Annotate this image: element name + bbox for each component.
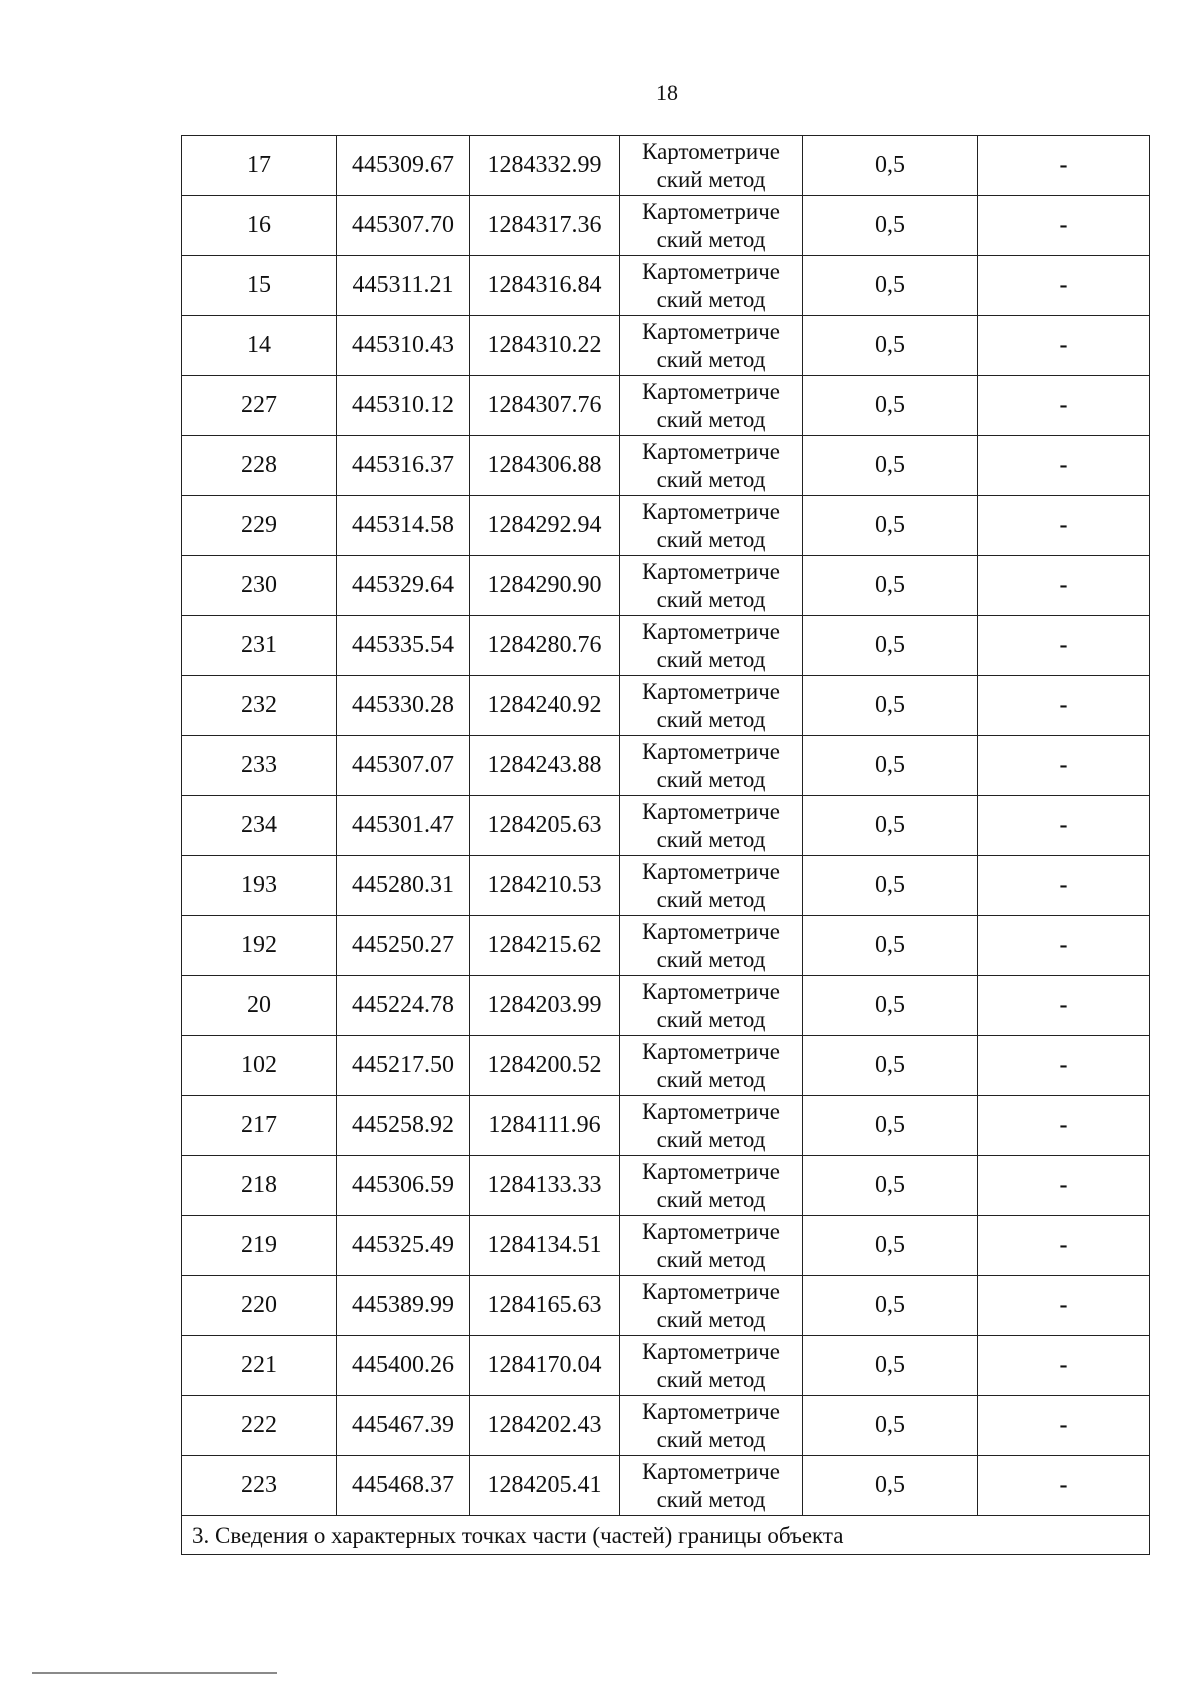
method-line-2: ский метод <box>656 946 766 972</box>
method-line-1: Картометриче <box>642 1458 780 1484</box>
extra-cell: - <box>978 736 1150 796</box>
x-coordinate-cell: 445314.58 <box>337 496 470 556</box>
method-line-2: ский метод <box>656 346 766 372</box>
x-coordinate-cell: 445335.54 <box>337 616 470 676</box>
point-number-cell: 192 <box>182 916 337 976</box>
method-line-1: Картометриче <box>642 1398 780 1424</box>
y-coordinate-cell: 1284332.99 <box>470 136 620 196</box>
accuracy-cell: 0,5 <box>803 256 978 316</box>
method-cell <box>620 196 803 256</box>
accuracy-cell: 0,5 <box>803 1156 978 1216</box>
method-line-2: ский метод <box>656 1006 766 1032</box>
method-cell <box>620 976 803 1036</box>
method-cell <box>620 1276 803 1336</box>
page-number: 18 <box>656 80 678 105</box>
method-cell <box>620 136 803 196</box>
extra-cell: - <box>978 976 1150 1036</box>
extra-cell: - <box>978 256 1150 316</box>
table-row <box>182 376 1150 436</box>
table-row <box>182 1216 1150 1276</box>
y-coordinate-cell: 1284210.53 <box>470 856 620 916</box>
method-line-1: Картометриче <box>642 1338 780 1364</box>
method-cell <box>620 1456 803 1516</box>
point-number-cell: 15 <box>182 256 337 316</box>
method-line-1: Картометриче <box>642 1278 780 1304</box>
point-number-cell: 17 <box>182 136 337 196</box>
accuracy-cell: 0,5 <box>803 316 978 376</box>
method-cell <box>620 256 803 316</box>
extra-cell: - <box>978 376 1150 436</box>
method-line-2: ский метод <box>656 826 766 852</box>
table-row <box>182 1336 1150 1396</box>
extra-cell: - <box>978 496 1150 556</box>
accuracy-cell: 0,5 <box>803 916 978 976</box>
point-number-cell: 230 <box>182 556 337 616</box>
method-line-1: Картометриче <box>642 558 780 584</box>
method-line-2: ский метод <box>656 1066 766 1092</box>
extra-cell: - <box>978 616 1150 676</box>
table-row <box>182 676 1150 736</box>
point-number-cell: 220 <box>182 1276 337 1336</box>
extra-cell: - <box>978 1336 1150 1396</box>
y-coordinate-cell: 1284240.92 <box>470 676 620 736</box>
y-coordinate-cell: 1284215.62 <box>470 916 620 976</box>
x-coordinate-cell: 445258.92 <box>337 1096 470 1156</box>
table-row <box>182 736 1150 796</box>
method-line-2: ский метод <box>656 286 766 312</box>
table-row <box>182 1156 1150 1216</box>
method-line-1: Картометриче <box>642 918 780 944</box>
method-cell <box>620 1156 803 1216</box>
extra-cell: - <box>978 556 1150 616</box>
y-coordinate-cell: 1284290.90 <box>470 556 620 616</box>
x-coordinate-cell: 445330.28 <box>337 676 470 736</box>
y-coordinate-cell: 1284170.04 <box>470 1336 620 1396</box>
method-line-2: ский метод <box>656 1426 766 1452</box>
method-line-1: Картометриче <box>642 858 780 884</box>
method-line-1: Картометриче <box>642 318 780 344</box>
point-number-cell: 229 <box>182 496 337 556</box>
x-coordinate-cell: 445310.43 <box>337 316 470 376</box>
table-row <box>182 436 1150 496</box>
method-line-2: ский метод <box>656 1486 766 1512</box>
method-cell <box>620 1216 803 1276</box>
y-coordinate-cell: 1284165.63 <box>470 1276 620 1336</box>
method-cell <box>620 856 803 916</box>
y-coordinate-cell: 1284134.51 <box>470 1216 620 1276</box>
x-coordinate-cell: 445307.07 <box>337 736 470 796</box>
x-coordinate-cell: 445311.21 <box>337 256 470 316</box>
extra-cell: - <box>978 1096 1150 1156</box>
y-coordinate-cell: 1284243.88 <box>470 736 620 796</box>
method-line-1: Картометриче <box>642 498 780 524</box>
accuracy-cell: 0,5 <box>803 1276 978 1336</box>
y-coordinate-cell: 1284200.52 <box>470 1036 620 1096</box>
method-cell <box>620 916 803 976</box>
method-line-2: ский метод <box>656 706 766 732</box>
method-line-1: Картометриче <box>642 198 780 224</box>
x-coordinate-cell: 445389.99 <box>337 1276 470 1336</box>
table-row <box>182 1096 1150 1156</box>
y-coordinate-cell: 1284111.96 <box>470 1096 620 1156</box>
table-row <box>182 976 1150 1036</box>
accuracy-cell: 0,5 <box>803 976 978 1036</box>
method-cell <box>620 616 803 676</box>
accuracy-cell: 0,5 <box>803 1216 978 1276</box>
y-coordinate-cell: 1284203.99 <box>470 976 620 1036</box>
scan-edge-line <box>32 1672 277 1674</box>
extra-cell: - <box>978 796 1150 856</box>
extra-cell: - <box>978 1396 1150 1456</box>
point-number-cell: 221 <box>182 1336 337 1396</box>
extra-cell: - <box>978 1036 1150 1096</box>
method-line-2: ский метод <box>656 766 766 792</box>
table-row <box>182 196 1150 256</box>
x-coordinate-cell: 445316.37 <box>337 436 470 496</box>
extra-cell: - <box>978 1276 1150 1336</box>
method-cell <box>620 556 803 616</box>
accuracy-cell: 0,5 <box>803 436 978 496</box>
method-cell <box>620 736 803 796</box>
x-coordinate-cell: 445325.49 <box>337 1216 470 1276</box>
y-coordinate-cell: 1284280.76 <box>470 616 620 676</box>
table-row <box>182 256 1150 316</box>
method-line-2: ский метод <box>656 1366 766 1392</box>
accuracy-cell: 0,5 <box>803 376 978 436</box>
method-line-1: Картометриче <box>642 1098 780 1124</box>
accuracy-cell: 0,5 <box>803 856 978 916</box>
accuracy-cell: 0,5 <box>803 1096 978 1156</box>
point-number-cell: 193 <box>182 856 337 916</box>
extra-cell: - <box>978 916 1150 976</box>
point-number-cell: 14 <box>182 316 337 376</box>
method-line-1: Картометриче <box>642 1218 780 1244</box>
point-number-cell: 232 <box>182 676 337 736</box>
x-coordinate-cell: 445467.39 <box>337 1396 470 1456</box>
extra-cell: - <box>978 1156 1150 1216</box>
method-line-2: ский метод <box>656 466 766 492</box>
extra-cell: - <box>978 856 1150 916</box>
x-coordinate-cell: 445280.31 <box>337 856 470 916</box>
table-row <box>182 916 1150 976</box>
method-line-2: ский метод <box>656 166 766 192</box>
table-row <box>182 316 1150 376</box>
method-line-1: Картометриче <box>642 678 780 704</box>
method-line-1: Картометриче <box>642 738 780 764</box>
method-line-2: ский метод <box>656 406 766 432</box>
x-coordinate-cell: 445310.12 <box>337 376 470 436</box>
table-row <box>182 1456 1150 1516</box>
x-coordinate-cell: 445329.64 <box>337 556 470 616</box>
point-number-cell: 231 <box>182 616 337 676</box>
method-line-1: Картометриче <box>642 378 780 404</box>
extra-cell: - <box>978 136 1150 196</box>
y-coordinate-cell: 1284205.41 <box>470 1456 620 1516</box>
point-number-cell: 102 <box>182 1036 337 1096</box>
accuracy-cell: 0,5 <box>803 1336 978 1396</box>
method-cell <box>620 1096 803 1156</box>
method-line-1: Картометриче <box>642 258 780 284</box>
table-row <box>182 796 1150 856</box>
y-coordinate-cell: 1284133.33 <box>470 1156 620 1216</box>
y-coordinate-cell: 1284205.63 <box>470 796 620 856</box>
method-cell <box>620 1036 803 1096</box>
method-line-2: ский метод <box>656 646 766 672</box>
method-line-2: ский метод <box>656 526 766 552</box>
table-row <box>182 1276 1150 1336</box>
coordinates-table <box>181 135 1150 1555</box>
method-cell <box>620 796 803 856</box>
x-coordinate-cell: 445224.78 <box>337 976 470 1036</box>
point-number-cell: 20 <box>182 976 337 1036</box>
table-row <box>182 136 1150 196</box>
x-coordinate-cell: 445306.59 <box>337 1156 470 1216</box>
point-number-cell: 227 <box>182 376 337 436</box>
point-number-cell: 218 <box>182 1156 337 1216</box>
y-coordinate-cell: 1284316.84 <box>470 256 620 316</box>
x-coordinate-cell: 445217.50 <box>337 1036 470 1096</box>
method-line-1: Картометриче <box>642 438 780 464</box>
accuracy-cell: 0,5 <box>803 556 978 616</box>
table-row <box>182 556 1150 616</box>
point-number-cell: 233 <box>182 736 337 796</box>
point-number-cell: 222 <box>182 1396 337 1456</box>
y-coordinate-cell: 1284306.88 <box>470 436 620 496</box>
method-line-2: ский метод <box>656 1246 766 1272</box>
accuracy-cell: 0,5 <box>803 796 978 856</box>
point-number-cell: 16 <box>182 196 337 256</box>
x-coordinate-cell: 445307.70 <box>337 196 470 256</box>
point-number-cell: 234 <box>182 796 337 856</box>
method-cell <box>620 436 803 496</box>
extra-cell: - <box>978 196 1150 256</box>
method-line-2: ский метод <box>656 1186 766 1212</box>
method-line-2: ский метод <box>656 1126 766 1152</box>
method-line-1: Картометриче <box>642 138 780 164</box>
method-line-2: ский метод <box>656 886 766 912</box>
accuracy-cell: 0,5 <box>803 736 978 796</box>
method-cell <box>620 496 803 556</box>
method-line-1: Картометриче <box>642 1158 780 1184</box>
table-row <box>182 496 1150 556</box>
method-line-1: Картометриче <box>642 978 780 1004</box>
extra-cell: - <box>978 1216 1150 1276</box>
extra-cell: - <box>978 676 1150 736</box>
y-coordinate-cell: 1284202.43 <box>470 1396 620 1456</box>
y-coordinate-cell: 1284317.36 <box>470 196 620 256</box>
x-coordinate-cell: 445400.26 <box>337 1336 470 1396</box>
point-number-cell: 223 <box>182 1456 337 1516</box>
x-coordinate-cell: 445468.37 <box>337 1456 470 1516</box>
extra-cell: - <box>978 436 1150 496</box>
accuracy-cell: 0,5 <box>803 1396 978 1456</box>
accuracy-cell: 0,5 <box>803 196 978 256</box>
method-cell <box>620 676 803 736</box>
y-coordinate-cell: 1284310.22 <box>470 316 620 376</box>
table-row <box>182 1036 1150 1096</box>
point-number-cell: 217 <box>182 1096 337 1156</box>
point-number-cell: 219 <box>182 1216 337 1276</box>
method-line-2: ский метод <box>656 586 766 612</box>
method-line-1: Картометриче <box>642 1038 780 1064</box>
accuracy-cell: 0,5 <box>803 496 978 556</box>
accuracy-cell: 0,5 <box>803 1036 978 1096</box>
accuracy-cell: 0,5 <box>803 136 978 196</box>
table-row <box>182 616 1150 676</box>
y-coordinate-cell: 1284292.94 <box>470 496 620 556</box>
accuracy-cell: 0,5 <box>803 616 978 676</box>
section-note: 3. Сведения о характерных точках части (частей) границы объекта <box>182 1516 1150 1555</box>
point-number-cell: 228 <box>182 436 337 496</box>
y-coordinate-cell: 1284307.76 <box>470 376 620 436</box>
extra-cell: - <box>978 316 1150 376</box>
method-cell <box>620 1336 803 1396</box>
accuracy-cell: 0,5 <box>803 676 978 736</box>
extra-cell: - <box>978 1456 1150 1516</box>
table-row <box>182 856 1150 916</box>
coordinates-table-body <box>182 136 1150 1516</box>
x-coordinate-cell: 445301.47 <box>337 796 470 856</box>
table-row <box>182 1396 1150 1456</box>
method-cell <box>620 376 803 436</box>
x-coordinate-cell: 445250.27 <box>337 916 470 976</box>
x-coordinate-cell: 445309.67 <box>337 136 470 196</box>
method-cell <box>620 316 803 376</box>
method-line-2: ский метод <box>656 226 766 252</box>
method-cell <box>620 1396 803 1456</box>
method-line-1: Картометриче <box>642 798 780 824</box>
method-line-1: Картометриче <box>642 618 780 644</box>
section-note-row <box>182 1516 1150 1555</box>
accuracy-cell: 0,5 <box>803 1456 978 1516</box>
method-line-2: ский метод <box>656 1306 766 1332</box>
